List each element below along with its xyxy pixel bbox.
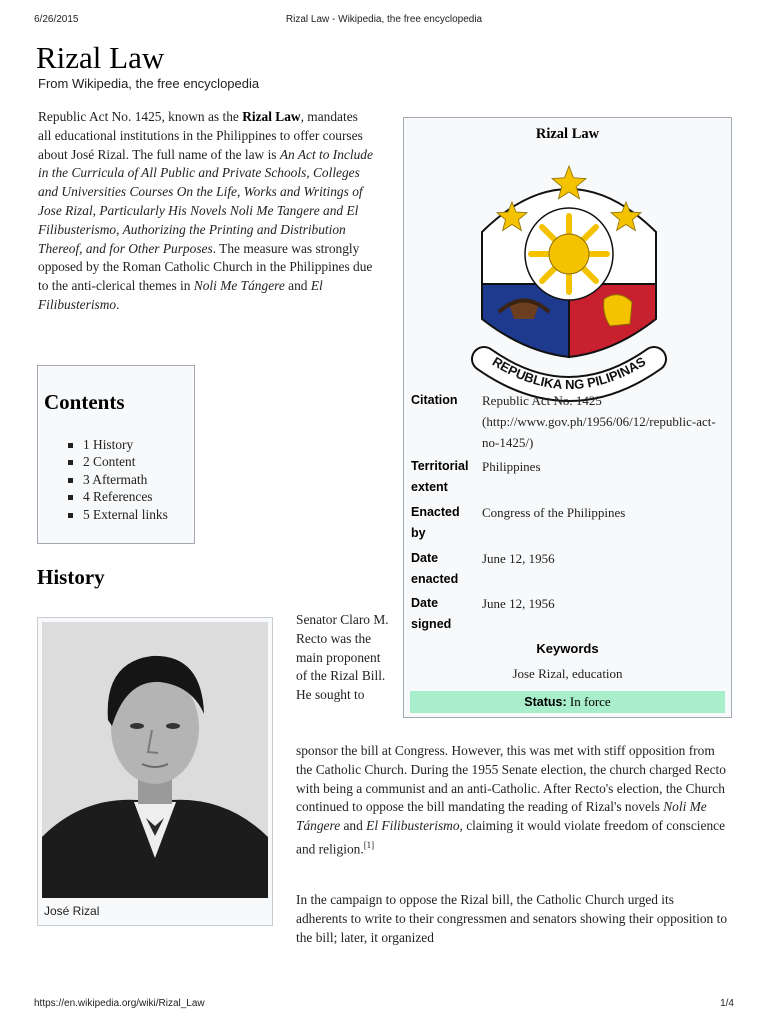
rizal-portrait-image[interactable] [42, 622, 268, 898]
history-heading: History [37, 565, 105, 589]
history-italic: El Filibusterismo [366, 818, 460, 834]
print-date: 6/26/2015 [34, 14, 79, 25]
lead-italic-law-name: An Act to Include in the Curricula of All Public and Private Schools, Colleges and Universities Courses On the Life, Works and Writings of Jose Rizal, Particularly His Novels Noli Me Tangere and El Filibusterismo, Authorizing the Printing and Distribution Thereof, and for Other Purposes [38, 146, 373, 256]
history-text: , claiming it would violate freedom of conscience and religion. [296, 818, 726, 857]
infobox-label-territorial-extent: Territorial extent [411, 459, 469, 494]
toc-item-references[interactable]: 4 References [68, 488, 168, 505]
toc-item-external-links[interactable]: 5 External links [68, 506, 168, 523]
infobox-row-date-enacted [411, 548, 727, 592]
print-header [34, 14, 734, 28]
toc-title: Contents [44, 390, 125, 414]
history-paragraph-2: In the campaign to oppose the Rizal bill, the Catholic Church urged its adherents to write to their congressmen and senators showing their opposition to the bill; later, it organized [296, 892, 728, 945]
toc-item-history[interactable]: 1 History [68, 436, 168, 453]
infobox-keywords-heading: Keywords [536, 641, 599, 656]
infobox-label-date-enacted: Date enacted [411, 551, 459, 586]
reference-link[interactable]: [1] [363, 839, 375, 850]
infobox-label-citation: Citation [411, 393, 458, 407]
rizal-thumbnail[interactable] [37, 617, 273, 926]
infobox-value-citation[interactable]: Republic Act No. 1425 (http://www.gov.ph/1956/06/12/republic-act-no-1425/) [482, 393, 716, 450]
infobox-title: Rizal Law [535, 126, 600, 142]
infobox-keywords-value: Jose Rizal, education [512, 666, 623, 681]
infobox-value-date-enacted: June 12, 1956 [482, 551, 555, 566]
image-caption: José Rizal [44, 904, 100, 918]
infobox-value-enacted-by[interactable]: Congress of the Philippines [482, 505, 626, 520]
history-text-narrow: Senator Claro M. Recto was the main proponent of the Rizal Bill. He sought to [296, 612, 389, 703]
toc-item-aftermath[interactable]: 3 Aftermath [68, 471, 168, 488]
infobox-value-territorial-extent[interactable]: Philippines [482, 459, 541, 474]
infobox-label-enacted-by: Enacted by [411, 505, 460, 540]
history-text: and [340, 818, 367, 834]
article-title: Rizal Law [36, 40, 165, 75]
infobox-row-date-signed [411, 593, 727, 637]
status-value: In force [569, 694, 611, 709]
infobox-status-bar [410, 691, 725, 713]
lead-text: Republic Act No. 1425, known as the [38, 109, 243, 124]
portrait-illustration [42, 622, 268, 898]
infobox [403, 117, 732, 718]
infobox-label-date-signed: Date signed [411, 596, 452, 631]
print-url[interactable]: https://en.wikipedia.org/wiki/Rizal_Law [34, 998, 205, 1009]
infobox-row-territorial-extent [411, 456, 727, 500]
lead-text: . [116, 296, 120, 312]
print-page-title: Rizal Law - Wikipedia, the free encyclopedia [285, 14, 483, 25]
link-noli-me-tangere[interactable]: Noli Me Tángere [193, 278, 285, 294]
emblem-motto-text: REPUBLIKA NG PILIPINAS [489, 353, 649, 393]
lead-text: . The measure was strongly opposed by the Roman Catholic Church in the Philippines due to the anti-clerical themes in [38, 240, 373, 294]
coat-of-arms-emblem [454, 154, 684, 414]
lead-text: , mandates all educational institutions in the Philippines to offer courses about José Rizal. The full name of the law is [38, 109, 363, 162]
print-footer [34, 998, 734, 1012]
lead-bold: Rizal Law [242, 109, 301, 124]
lead-paragraph [38, 108, 374, 315]
link-el-filibusterismo[interactable]: El Filibusterismo [38, 278, 323, 312]
lead-text: and [284, 278, 311, 294]
table-of-contents [37, 365, 195, 544]
history-italic: Noli Me Tángere [296, 799, 707, 834]
history-paragraph-1 [296, 742, 728, 859]
status-label: Status: [524, 695, 567, 709]
article-subtitle: From Wikipedia, the free encyclopedia [38, 76, 260, 91]
infobox-row-citation [411, 390, 727, 450]
history-text: sponsor the bill at Congress. However, this was met with stiff opposition from the Catholic Church. During the 1955 Senate election, the church charged Recto with being a communist and an anti-Catholic. After Recto's election, the Church continued to oppose the bill mandating the reading of Rizal's novels [296, 743, 726, 815]
infobox-value-date-signed: June 12, 1956 [482, 596, 555, 611]
toc-item-content[interactable]: 2 Content [68, 453, 168, 470]
infobox-row-enacted-by [411, 502, 727, 546]
coat-of-arms-image[interactable] [454, 154, 684, 414]
print-page-number: 1/4 [720, 998, 734, 1009]
toc-list [68, 436, 168, 523]
